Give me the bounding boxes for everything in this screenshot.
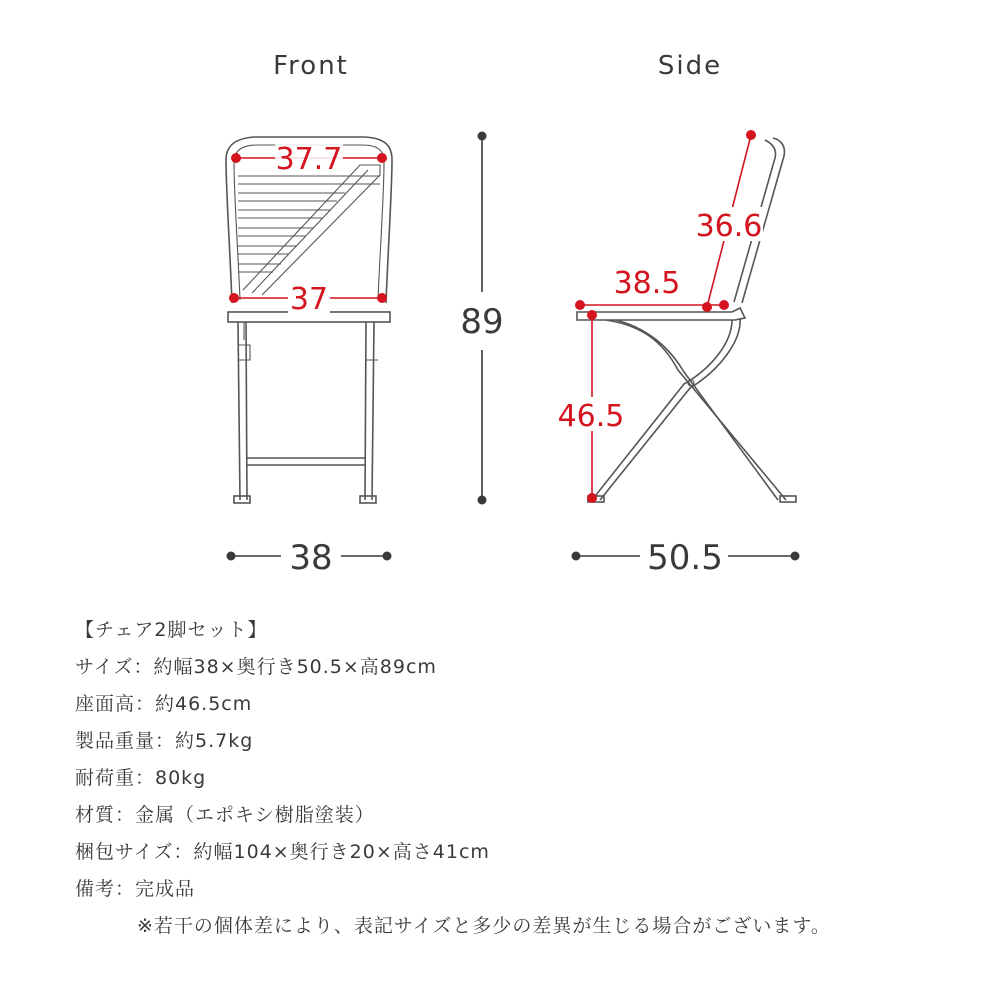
spec-weight: 製品重量：約5.7kg: [75, 730, 254, 752]
spec-size: サイズ：約幅38×奥行き50.5×高89cm: [75, 656, 437, 678]
front-view-label: Front: [273, 51, 349, 81]
side-base-depth-label: 50.5: [647, 538, 723, 578]
total-height-label: 89: [460, 302, 504, 342]
spec-section: [75, 612, 955, 945]
spec-note: ※若干の個体差により、表記サイズと多少の差異が生じる場合がございます。: [137, 915, 831, 937]
spec-seat-height: 座面高：約46.5cm: [75, 693, 253, 715]
side-seat-height-label: 46.5: [557, 399, 625, 434]
front-top-width-label: 37.7: [275, 142, 343, 177]
spec-title: 【チェア2脚セット】: [75, 619, 268, 641]
spec-package-size: 梱包サイズ：約幅104×奥行き20×高さ41cm: [75, 841, 490, 863]
spec-material: 材質：金属（エポキシ樹脂塗装）: [75, 804, 375, 826]
front-view-chair: [226, 137, 392, 503]
side-view-chair: [577, 138, 796, 502]
spec-load-capacity: 耐荷重：80kg: [75, 767, 207, 789]
front-base-width-label: 38: [289, 538, 333, 578]
side-view-label: Side: [657, 51, 723, 81]
front-seat-width-label: 37: [289, 282, 329, 317]
side-back-height-label: 36.6: [695, 209, 763, 244]
spec-remarks: 備考：完成品: [75, 878, 196, 900]
side-seat-depth-label: 38.5: [613, 266, 681, 301]
